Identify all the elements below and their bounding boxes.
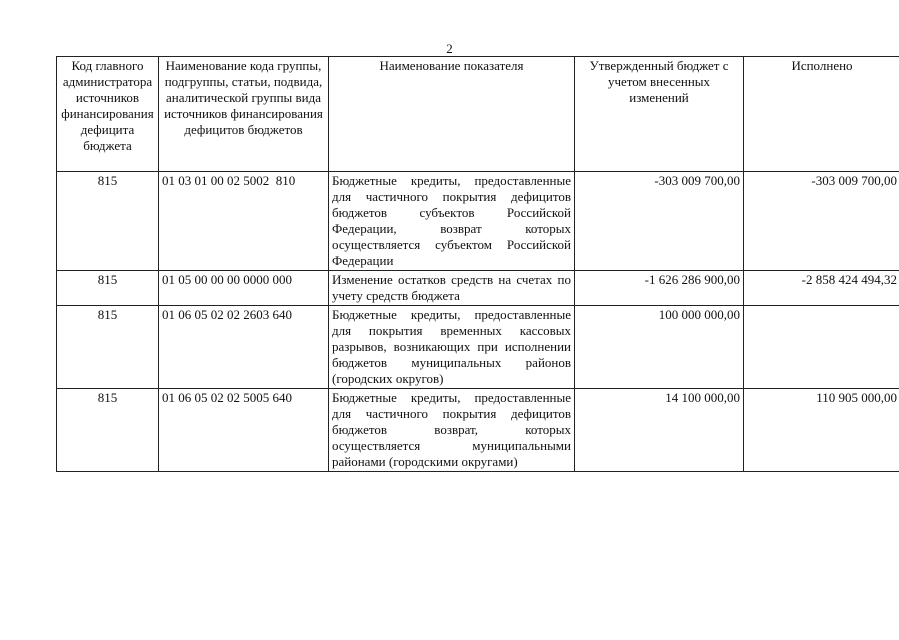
header-approved-budget: Утвержденный бюджет с учетом внесенных изменений	[575, 57, 744, 172]
row-executed-amount	[744, 306, 899, 389]
row-classification-code: 01 06 05 02 02 5005 640	[159, 389, 329, 472]
row-admin-code: 815	[57, 306, 159, 389]
table-header-row	[57, 57, 899, 172]
row-indicator-name: Изменение остатков средств на счетах по учету средств бюджета	[329, 271, 575, 306]
table-row	[57, 172, 899, 271]
table-row	[57, 389, 899, 472]
row-classification-code: 01 06 05 02 02 2603 640	[159, 306, 329, 389]
row-executed-amount: 110 905 000,00	[744, 389, 899, 472]
row-indicator-name: Бюджетные кредиты, предоставленные для частичного покрытия дефицитов бюджетов возврат, которых осуществляется муниципальными районами (городскими округами)	[329, 389, 575, 472]
row-indicator-name: Бюджетные кредиты, предоставленные для частичного покрытия дефицитов бюджетов субъектов Российской Федерации, возврат которых осуществляется субъектом Российской Федерации	[329, 172, 575, 271]
budget-sources-table	[56, 56, 899, 472]
header-admin-code: Код главного администратора источников финансирования дефицита бюджета	[57, 57, 159, 172]
row-indicator-name: Бюджетные кредиты, предоставленные для покрытия временных кассовых разрывов, возникающих при исполнении бюджетов муниципальных районов (городских округов)	[329, 306, 575, 389]
row-classification-code: 01 03 01 00 02 5002 810	[159, 172, 329, 271]
row-executed-amount: -2 858 424 494,32	[744, 271, 899, 306]
table-row	[57, 306, 899, 389]
row-classification-code: 01 05 00 00 00 0000 000	[159, 271, 329, 306]
row-executed-amount: -303 009 700,00	[744, 172, 899, 271]
header-executed: Исполнено	[744, 57, 899, 172]
row-admin-code: 815	[57, 172, 159, 271]
row-approved-amount: 14 100 000,00	[575, 389, 744, 472]
header-indicator: Наименование показателя	[329, 57, 575, 172]
row-admin-code: 815	[57, 389, 159, 472]
page-number: 2	[446, 41, 453, 56]
row-approved-amount: -303 009 700,00	[575, 172, 744, 271]
header-classification: Наименование кода группы, подгруппы, статьи, подвида, аналитической группы вида источников финансирования дефицитов бюджетов	[159, 57, 329, 172]
table-row	[57, 271, 899, 306]
row-approved-amount: -1 626 286 900,00	[575, 271, 744, 306]
row-approved-amount: 100 000 000,00	[575, 306, 744, 389]
row-admin-code: 815	[57, 271, 159, 306]
